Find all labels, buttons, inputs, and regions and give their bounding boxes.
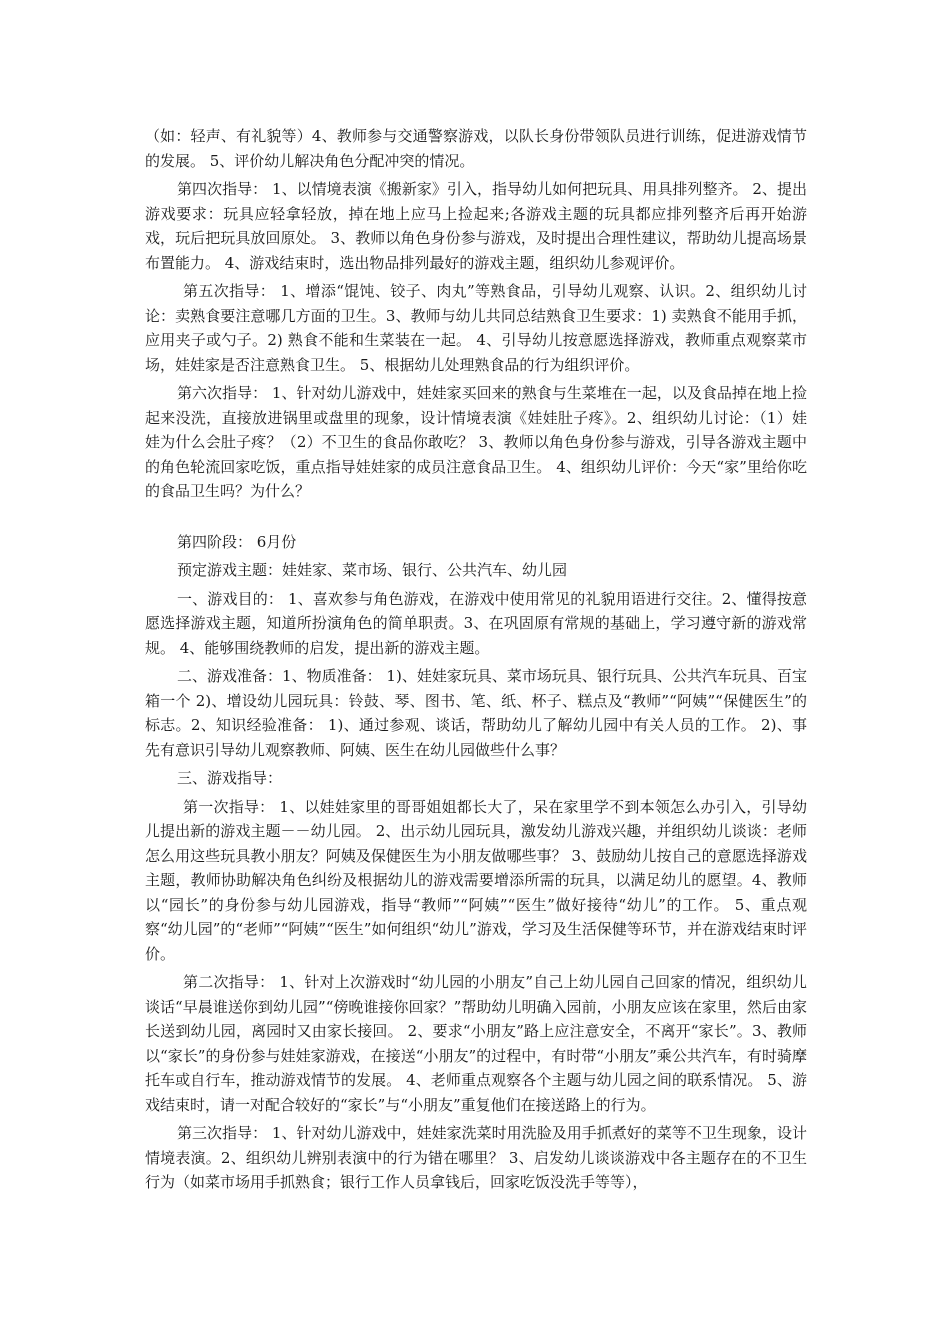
planned-themes: 预定游戏主题：娃娃家、菜市场、银行、公共汽车、幼儿园 [177, 561, 568, 579]
section-gap [145, 508, 807, 530]
paragraph-game-preparation: 二、游戏准备：1、物质准备： 1)、娃娃家玩具、菜市场玩具、银行玩具、公共汽车玩具、百宝箱一个 2)、增设幼儿园玩具：铃鼓、琴、图书、笔、纸、杯子、糕点及“教师”“阿姨”“保健医生”的标志。2、知识经验准备： 1)、通过参观、谈话，帮助幼儿了解幼儿园中有关人员的工作。 2)、事先有意识引导幼儿观察教师、阿姨、医生在幼儿园做些什么事？ [145, 667, 807, 759]
paragraph-fourth-guidance: 第四次指导： 1、以情境表演《搬新家》引入，指导幼儿如何把玩具、用具排列整齐。 2、提出游戏要求：玩具应轻拿轻放，掉在地上应马上捡起来;各游戏主题的玩具都应排列整齐后再开始游戏，玩后把玩具放回原处。 3、教师以角色身份参与游戏，及时提出合理性建议，帮助幼儿提高场景布置能力。 4、游戏结束时，选出物品排列最好的游戏主题，组织幼儿参观评价。 [145, 180, 807, 272]
heading-game-guidance: 三、游戏指导： [177, 769, 283, 787]
paragraph-first-guidance: 第一次指导： 1、以娃娃家里的哥哥姐姐都长大了，呆在家里学不到本领怎么办引入，引导幼儿提出新的游戏主题－－幼儿园。 2、出示幼儿园玩具，激发幼儿游戏兴趣，并组织幼儿谈谈：老师怎么用这些玩具教小朋友？阿姨及保健医生为小朋友做哪些事？ 3、鼓励幼儿按自己的意愿选择游戏主题，教师协助解决角色纠纷及根据幼儿的游戏需要增添所需的玩具，以满足幼儿的愿望。4、教师以“园长”的身份参与幼儿园游戏，指导“教师”“阿姨”“医生”做好接待“幼儿”的工作。 5、重点观察“幼儿园”的“老师”“阿姨”“医生”如何组织“幼儿”游戏，学习及生活保健等环节，并在游戏结束时评价。 [145, 797, 807, 963]
paragraph-fifth-guidance: 第五次指导： 1、增添“馄饨、铰子、肉丸”等熟食品，引导幼儿观察、认识。2、组织幼儿讨论：卖熟食要注意哪几方面的卫生。3、教师与幼儿共同总结熟食卫生要求：1) 卖熟食不能用手抓，应用夹子或勺子。2) 熟食不能和生菜装在一起。 4、引导幼儿按意愿选择游戏，教师重点观察菜市场，娃娃家是否注意熟食卫生。 5、根据幼儿处理熟食品的行为组织评价。 [145, 282, 807, 374]
stage-heading: 第四阶段： 6月份 [177, 532, 297, 551]
paragraph-second-guidance: 第二次指导： 1、针对上次游戏时“幼儿园的小朋友”自己上幼儿园自己回家的情况，组织幼儿谈话“早晨谁送你到幼儿园”“傍晚谁接你回家？”帮助幼儿明确入园前，小朋友应该在家里，然后由家长送到幼儿园，离园时又由家长接回。 2、要求“小朋友”路上应注意安全，不离开“家长”。3、教师以“家长”的身份参与娃娃家游戏，在接送“小朋友”的过程中，有时带“小朋友”乘公共汽车，有时骑摩托车或自行车，推动游戏情节的发展。 4、老师重点观察各个主题与幼儿园之间的联系情况。 5、游戏结束时，请一对配合较好的“家长”与“小朋友”重复他们在接送路上的行为。 [145, 973, 807, 1114]
paragraph-third-guidance: 第三次指导： 1、针对幼儿游戏中，娃娃家洗菜时用洗脸及用手抓煮好的菜等不卫生现象，设计情境表演。2、组织幼儿辨别表演中的行为错在哪里？ 3、启发幼儿谈谈游戏中各主题存在的不卫生行为（如菜市场用手抓熟食；银行工作人员拿钱后，回家吃饭没洗手等等）， [145, 1124, 807, 1191]
paragraph-game-goals: 一、游戏目的： 1、喜欢参与角色游戏，在游戏中使用常见的礼貌用语进行交往。2、懂得按意愿选择游戏主题，知道所扮演角色的简单职责。3、在巩固原有常规的基础上，学习遵守新的游戏常规。 4、能够围绕教师的启发，提出新的游戏主题。 [145, 589, 807, 657]
paragraph-continuation: （如：轻声、有礼貌等）4、教师参与交通警察游戏，以队长身份带领队员进行训练，促进游戏情节的发展。 5、评价幼儿解决角色分配冲突的情况。 [145, 127, 807, 170]
paragraph-sixth-guidance: 第六次指导： 1、针对幼儿游戏中，娃娃家买回来的熟食与生菜堆在一起，以及食品掉在地上捡起来没洗，直接放进锅里或盘里的现象，设计情境表演《娃娃肚子疼》。2、组织幼儿讨论：（1）娃娃为什么会肚子疼？（2）不卫生的食品你敢吃？ 3、教师以角色身份参与游戏，引导各游戏主题中的角色轮流回家吃饭，重点指导娃娃家的成员注意食品卫生。 4、组织幼儿评价：今天“家”里给你吃的食品卫生吗？为什么？ [145, 384, 807, 500]
document-body [145, 124, 807, 1199]
